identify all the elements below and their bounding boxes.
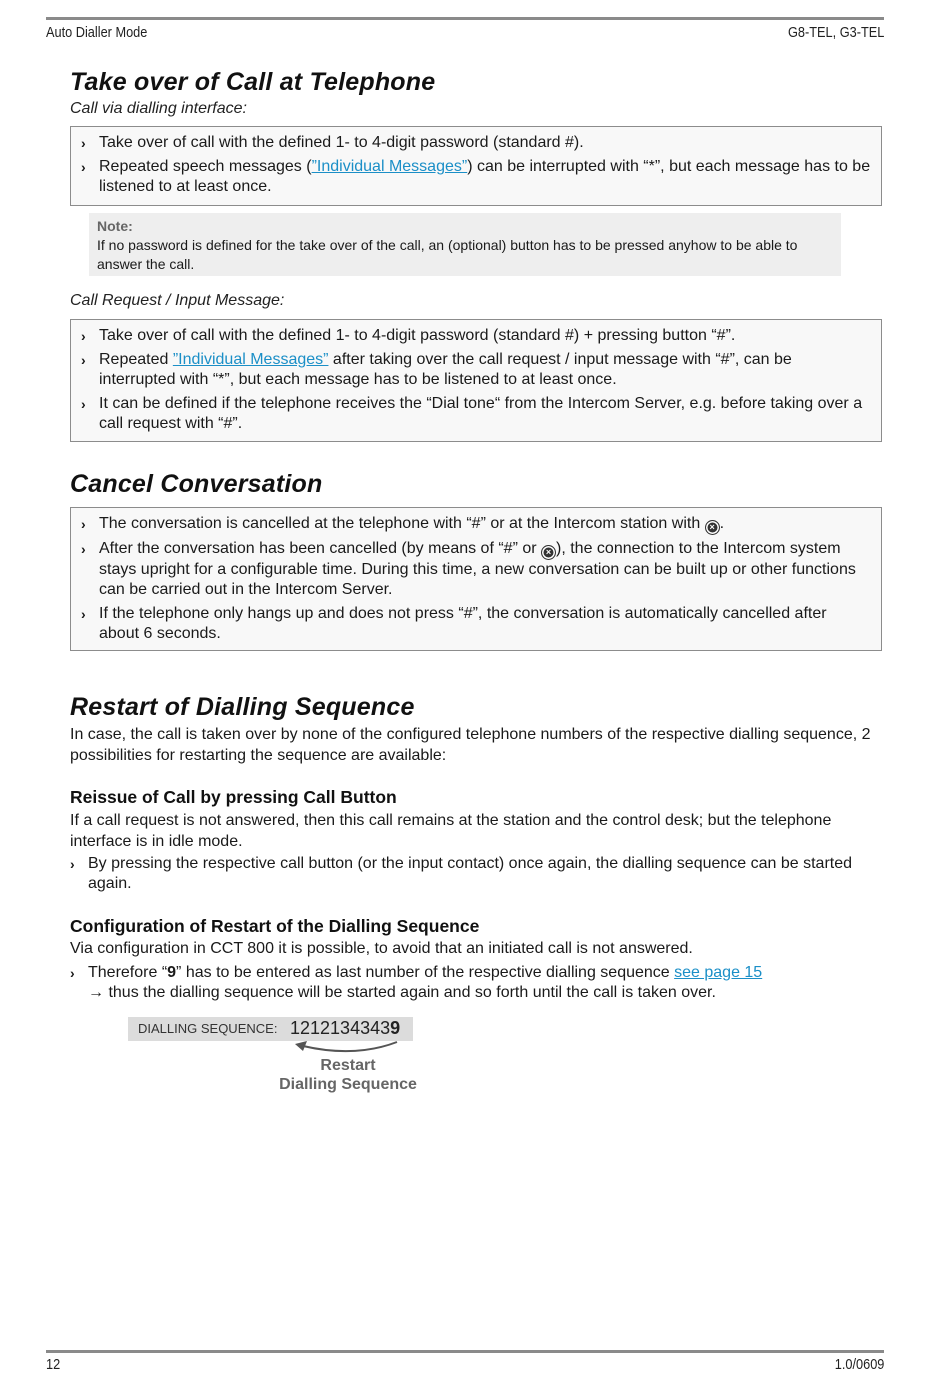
list-item-text: It can be defined if the telephone receives the “Dial tone“ from the Intercom Server, e.g. before taking over a call request with “#”. [99, 395, 863, 432]
list-item [81, 604, 871, 644]
info-box-cancel-conversation [70, 507, 882, 651]
chevron-right-icon: › [70, 856, 75, 872]
chevron-right-icon: › [70, 965, 75, 981]
dialling-sequence-label: DIALLING SEQUENCE: [138, 1021, 278, 1036]
chevron-right-icon: › [81, 135, 86, 151]
chevron-right-icon: › [81, 516, 86, 532]
list-item-text: Repeated speech messages (”Individual Messages”) can be interrupted with “*”, but each message has to be listened to at least once. [99, 158, 871, 195]
footer-rule [46, 1350, 884, 1353]
list-item [81, 514, 871, 535]
list-item [81, 539, 871, 600]
list-item [81, 133, 871, 153]
dialling-sequence-value: 12121343439 [290, 1018, 401, 1038]
header-rule [46, 17, 884, 20]
individual-messages-link[interactable]: ”Individual Messages” [172, 351, 329, 368]
list-item-text: Take over of call with the defined 1- to 4-digit password (standard #) + pressing button “#”. [99, 327, 736, 344]
list-item-text: The conversation is cancelled at the telephone with “#” or at the Intercom station with × . [99, 514, 871, 535]
list-item [81, 326, 871, 346]
restart-caption-line2: Dialling Sequence [279, 1076, 417, 1093]
cancel-button-icon: × [705, 520, 720, 535]
list-item [70, 963, 884, 1003]
chevron-right-icon: › [81, 606, 86, 622]
note-box [89, 213, 841, 276]
list-item-text: If the telephone only hangs up and does not press “#”, the conversation is automatically cancelled after about 6 seconds. [99, 605, 827, 642]
list-item-text: Take over of call with the defined 1- to 4-digit password (standard #). [99, 134, 584, 151]
individual-messages-link[interactable]: ”Individual Messages” [311, 158, 468, 175]
list-item-text: Therefore “9” has to be entered as last number of the respective dialling sequence see page 15 → thus the dialling sequence will be started again and so forth until the call is taken over. [88, 964, 763, 1001]
header-section-title: Auto Dialler Mode [46, 24, 148, 41]
see-page-15-link[interactable]: see page 15 [674, 964, 763, 981]
subtitle-dialling-interface: Call via dialling interface: [70, 100, 247, 117]
list-item [81, 350, 871, 390]
list-item [81, 157, 871, 197]
section-title-restart-dialling: Restart of Dialling Sequence [70, 693, 415, 721]
note-label: Note: [97, 218, 133, 234]
list-item [70, 854, 884, 894]
configuration-restart-text: Via configuration in CCT 800 it is possible, to avoid that an initiated call is not answered. [70, 940, 693, 957]
reissue-call-text: If a call request is not answered, then this call remains at the station and the control desk; but the telephone interface is in idle mode. [70, 812, 832, 850]
document-version: 1.0/0609 [834, 1356, 884, 1373]
header-model: G8-TEL, G3-TEL [787, 24, 884, 41]
note-text: If no password is defined for the take over of the call, an (optional) button has to be pressed anyhow to be able to answer the call. [97, 237, 798, 272]
chevron-right-icon: › [81, 159, 86, 175]
subsection-title-reissue-call: Reissue of Call by pressing Call Button [70, 787, 397, 807]
subsection-title-configuration-restart: Configuration of Restart of the Dialling Sequence [70, 916, 480, 936]
list-item [81, 394, 871, 434]
chevron-right-icon: › [81, 541, 86, 557]
chevron-right-icon: › [81, 352, 86, 368]
chevron-right-icon: › [81, 396, 86, 412]
info-box-call-request [70, 319, 882, 442]
page-number: 12 [46, 1356, 61, 1373]
restart-caption-line1: Restart [320, 1057, 376, 1074]
subtitle-call-request: Call Request / Input Message: [70, 292, 285, 309]
section-title-cancel-conversation: Cancel Conversation [70, 470, 323, 498]
cancel-button-icon: × [541, 545, 556, 560]
list-item-text: After the conversation has been cancelled (by means of “#” or × ), the connection to the Intercom system stays upright for a configurable time. During this time, a new conversation can be built up or other functions can be carried out in the Intercom Server. [99, 540, 856, 598]
list-item-text: By pressing the respective call button (or the input contact) once again, the dialling sequence can be started again. [88, 855, 853, 892]
restart-caption [268, 1056, 428, 1094]
info-box-dialling-interface [70, 126, 882, 206]
list-item-text: Repeated ”Individual Messages” after taking over the call request / input message with “#”, can be interrupted with “*”, but each message has to be listened to at least once. [99, 351, 792, 388]
section-title-take-over: Take over of Call at Telephone [70, 68, 436, 96]
restart-arrow-icon [285, 1038, 405, 1058]
chevron-right-icon: › [81, 328, 86, 344]
restart-intro-text: In case, the call is taken over by none of the configured telephone numbers of the respective dialling sequence, 2 possibilities for restarting the sequence are available: [70, 726, 871, 764]
